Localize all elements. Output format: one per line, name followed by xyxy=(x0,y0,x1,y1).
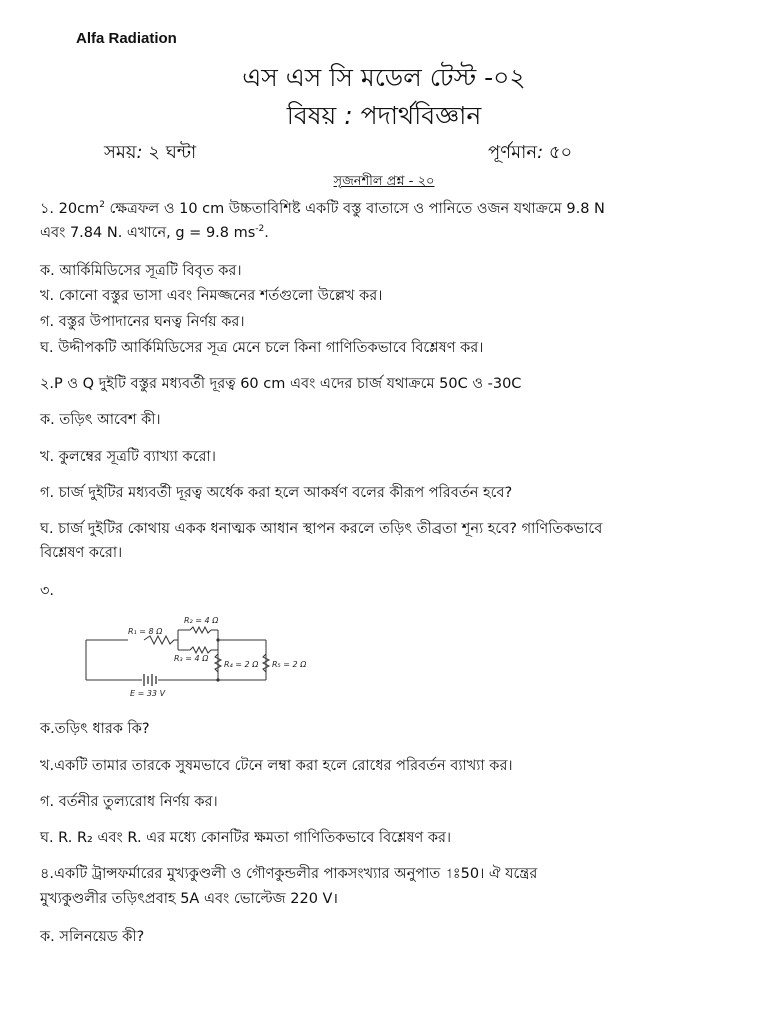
q4-stem-line-1: ৪.একটি ট্রান্সফর্মারের মুখ্যকুণ্ডলী ও গৌণকুন্ডলীর পাকসংখ্যার অনুপাত 1ঃ50। ঐ যন্ত্রের xyxy=(40,866,538,882)
q1-stem-text-c: এবং 7.84 N. এখানে, g = 9.8 ms xyxy=(40,225,256,241)
q1-stem-text-d: . xyxy=(264,225,269,241)
q2-ga: গ. চার্জ দুইটির মধ্যবর্তী দূরত্ব অর্ধেক করা হলে আকর্ষণ বলের কীরূপ পরিবর্তন হবে? xyxy=(40,485,513,501)
q1-stem-sup-2: -2 xyxy=(255,224,265,235)
time-value: ২ ঘন্টা xyxy=(148,142,197,163)
q2-kha: খ. কুলম্বের সূত্রটি ব্যাখ্যা করো। xyxy=(40,449,216,465)
q1-ga: গ. বস্তুর উপাদানের ঘনত্ব নির্ণয় কর। xyxy=(40,314,245,330)
q1-stem-text-b: ক্ষেত্রফল ও 10 cm উচ্চতাবিশিষ্ট একটি বস্তু বাতাসে ও পানিতে ওজন যথাক্রমে 9.8 N xyxy=(104,201,605,217)
marks-value: ৫০ xyxy=(548,142,573,163)
q3-kha: খ.একটি তামার তারকে সুষমভাবে টেনে লম্বা করা হলে রোধের পরিবর্তন ব্যাখ্যা কর। xyxy=(40,758,513,774)
label-r4: R₄ = 2 Ω xyxy=(224,660,259,669)
marks-label: পূর্ণমান xyxy=(488,142,538,163)
q1-gha: ঘ. উদ্দীপকটি আর্কিমিডিসের সূত্র মেনে চলে কিনা গাণিতিকভাবে বিশ্লেষণ কর। xyxy=(40,340,484,356)
time-label: সময় xyxy=(104,142,137,163)
q2-gha-line-1: ঘ. চার্জ দুইটির কোথায় একক ধনাত্মক আধান স্থাপন করলে তড়িৎ তীব্রতা শূন্য হবে? গাণিতিকভাবে xyxy=(40,521,603,537)
q3-number: ৩. xyxy=(40,583,55,599)
section-title: সৃজনশীল প্রশ্ন - ২০ xyxy=(333,174,435,189)
label-r5: R₅ = 2 Ω xyxy=(272,660,307,669)
q2-stem: ২.P ও Q দুইটি বস্তুর মধ্যবর্তী দূরত্ব 60 cm এবং এদের চার্জ যথাক্রমে 50C ও -30C xyxy=(40,376,522,392)
exam-time xyxy=(104,138,196,169)
q3-ka: ক.তড়িৎ ধারক কি? xyxy=(40,721,150,737)
time-separator: : xyxy=(136,142,149,163)
subject-label: বিষয় xyxy=(286,101,345,130)
label-r2: R₂ = 4 Ω xyxy=(184,616,219,625)
label-r1: R₁ = 8 Ω xyxy=(128,627,163,636)
q1-stem-line-1 xyxy=(40,198,740,222)
q4-ka: ক. সলিনয়েড কী? xyxy=(40,929,145,945)
q1-stem-line-2 xyxy=(40,222,740,246)
exam-title: এস এস সি মডেল টেস্ট -০২ xyxy=(242,63,526,92)
subject-separator: : xyxy=(344,101,361,130)
q1-kha: খ. কোনো বস্তুর ভাসা এবং নিমজ্জনের শর্তগুলো উল্লেখ কর। xyxy=(40,288,383,304)
q1-stem-text-a: ১. 20cm xyxy=(40,201,100,217)
label-emf: E = 33 V xyxy=(130,689,166,698)
q4-stem-line-2: মুখ্যকুণ্ডলীর তড়িৎপ্রবাহ 5A এবং ভোল্টেজ 220 V। xyxy=(40,891,338,907)
q1-ka: ক. আর্কিমিডিসের সূত্রটি বিবৃত কর। xyxy=(40,263,242,279)
q1-stem-sup: 2 xyxy=(99,200,105,211)
q2-gha-line-2: বিশ্লেষণ করো। xyxy=(40,545,123,561)
subject-line xyxy=(0,96,768,139)
q3-ga: গ. বর্তনীর তুল্যরোধ নির্ণয় কর। xyxy=(40,794,218,810)
full-marks xyxy=(488,138,572,169)
marks-separator: : xyxy=(537,142,549,163)
label-r3: R₃ = 4 Ω xyxy=(174,654,209,663)
circuit-diagram xyxy=(66,612,338,698)
subject-value: পদার্থবিজ্ঞান xyxy=(360,101,482,130)
brand-name: Alfa Radiation xyxy=(76,30,177,47)
q2-ka: ক. তড়িৎ আবেশ কী। xyxy=(40,412,161,428)
q3-gha: ঘ. R. R₂ এবং R. এর মধ্যে কোনটির ক্ষমতা গাণিতিকভাবে বিশ্লেষণ কর। xyxy=(40,830,452,846)
